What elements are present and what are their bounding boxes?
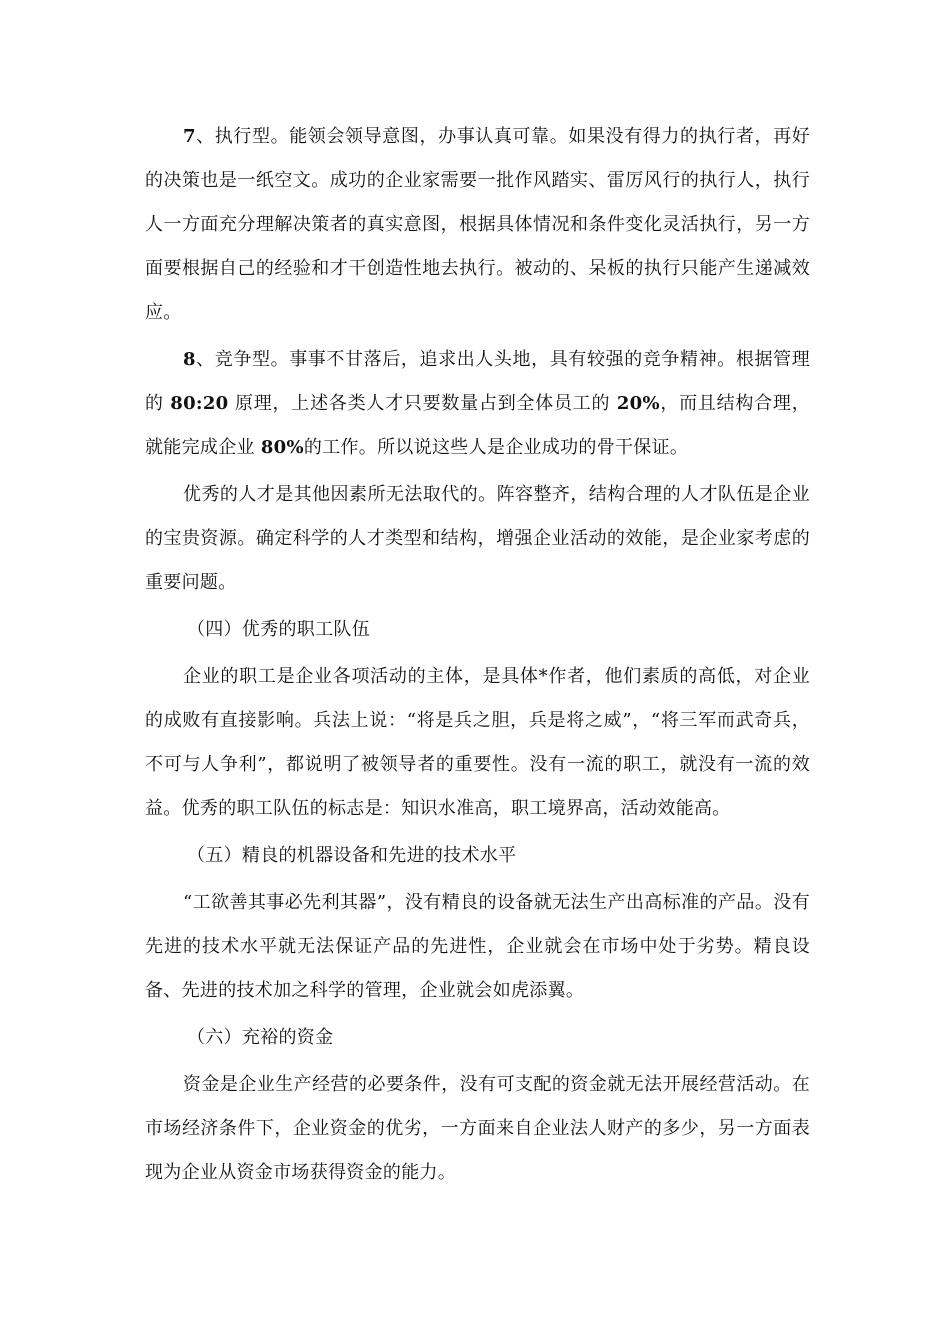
competitive-type-text-b: 原理，上述各类人才只要数量占到全体员工的 <box>235 393 611 414</box>
ratio-80-20: 80:20 <box>170 393 229 414</box>
paragraph-executor-type <box>145 115 810 335</box>
paragraph-staff: 企业的职工是企业各项活动的主体，是具体*作者，他们素质的高低，对企业的成败有直接影响。兵法上说：“将是兵之胆，兵是将之威”，“将三军而武奇兵，不可与人争利”，都说明了被领导者的重要性。没有一流的职工，就没有一流的效益。优秀的职工队伍的标志是：知识水准高，职工境界高，活动效能高。 <box>145 666 810 819</box>
paragraph-competitive-type <box>145 338 810 470</box>
paragraph-equipment: “工欲善其事必先利其器”，没有精良的设备就无法生产出高标准的产品。没有先进的技术水平就无法保证产品的先进性，企业就会在市场中处于劣势。精良设备、先进的技术加之科学的管理，企业就会如虎添翼。 <box>145 892 810 1001</box>
competitive-type-text-d: 的工作。所以说这些人是企业成功的骨干保证。 <box>303 437 689 458</box>
competitive-type-text-c: ，而且结构合理，就能完成企业 <box>145 393 810 458</box>
section-heading-staff: （四）优秀的职工队伍 <box>187 619 370 640</box>
section-heading-equipment: （五）精良的机器设备和先进的技术水平 <box>187 845 517 866</box>
item-number-8: 8 <box>183 349 196 370</box>
paragraph-capital: 资金是企业生产经营的必要条件，没有可支配的资金就无法开展经营活动。在市场经济条件下，企业资金的优劣，一方面来自企业法人财产的多少，另一方面表现为企业从资金市场获得资金的能力。 <box>145 1074 810 1183</box>
section-heading-capital: （六）充裕的资金 <box>187 1027 334 1048</box>
percent-80: 80% <box>260 437 304 458</box>
paragraph-talent-summary: 优秀的人才是其他因素所无法取代的。阵容整齐，结构合理的人才队伍是企业的宝贵资源。确定科学的人才类型和结构，增强企业活动的效能，是企业家考虑的重要问题。 <box>145 484 810 593</box>
percent-20: 20% <box>616 393 660 414</box>
competitive-type-text-a: 、竞争型。事事不甘落后，追求出人头地，具有较强的竞争精神。根据管理的 <box>145 349 810 414</box>
item-number-7: 7 <box>183 126 196 147</box>
executor-type-text: 、执行型。能领会领导意图，办事认真可靠。如果没有得力的执行者，再好的决策也是一纸空文。成功的企业家需要一批作风踏实、雷厉风行的执行人，执行人一方面充分理解决策者的真实意图，根据具体情况和条件变化灵活执行，另一方面要根据自己的经验和才干创造性地去执行。被动的、呆板的执行只能产生递减效应。 <box>145 126 810 323</box>
document-page <box>145 115 810 1195</box>
